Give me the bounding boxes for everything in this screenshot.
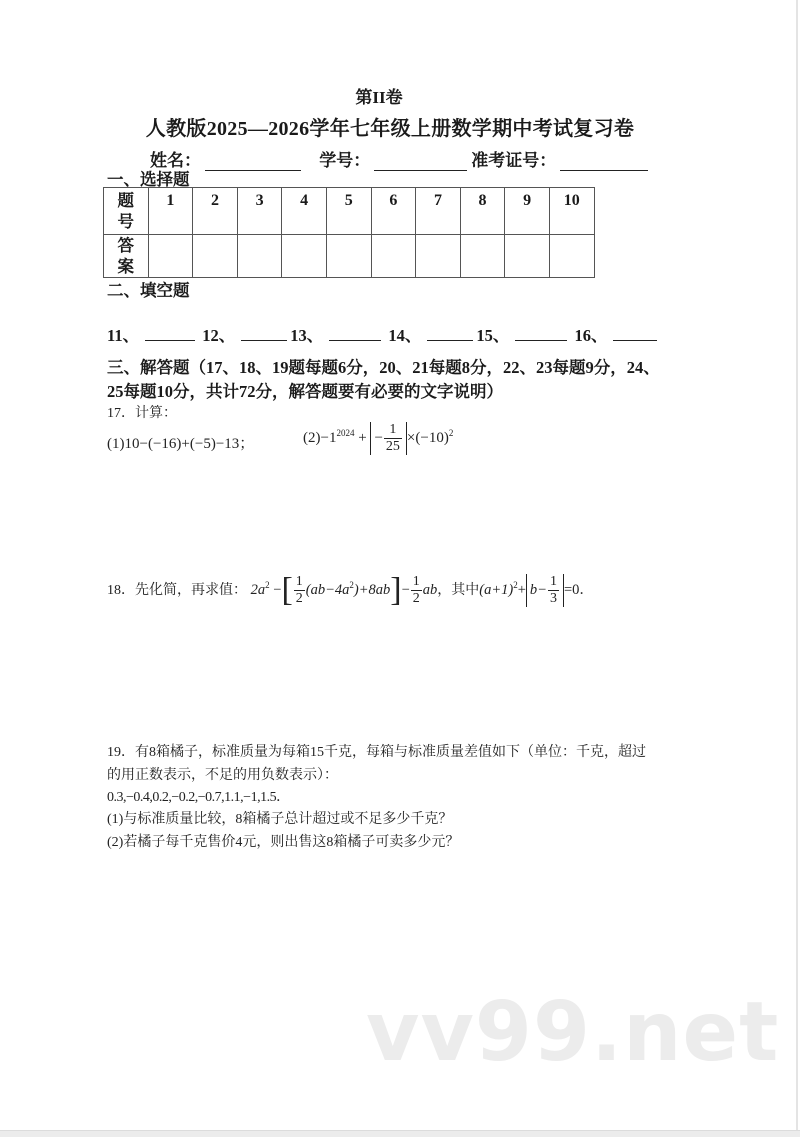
name-field[interactable] (205, 154, 301, 171)
answer-grid (103, 187, 595, 278)
answer-cell[interactable] (371, 235, 416, 278)
answer-cell[interactable] (148, 235, 193, 278)
q19-line1: 19．有8箱橘子，标准质量为每箱15千克，每箱与标准质量差值如下（单位：千克，超过 (107, 745, 646, 760)
fill-item-label: 15、 (476, 326, 510, 345)
fill-blank[interactable] (145, 326, 195, 341)
question-number-cell: 3 (237, 188, 282, 235)
question-number-cell: 5 (326, 188, 371, 235)
q19-line2: 的用正数表示，不足的用负数表示）： (107, 768, 338, 783)
question-number-cell: 8 (460, 188, 505, 235)
fill-blank[interactable] (241, 326, 287, 341)
exam-id-field[interactable] (560, 154, 648, 171)
exam-id-label: 准考证号： (471, 151, 557, 170)
section1-heading: 一、选择题 (107, 170, 190, 189)
fill-blank-row (107, 322, 660, 346)
page-edge-right (796, 0, 798, 1133)
question-number-cell: 7 (416, 188, 461, 235)
section3-heading-line1: 三、解答题（17、18、19题每题6分，20、21每题8分，22、23每题9分，24、 (107, 358, 660, 377)
answer-cell[interactable] (326, 235, 371, 278)
answer-cell[interactable] (460, 235, 505, 278)
volume-label: 第II卷 (355, 88, 403, 107)
answer-cell[interactable] (237, 235, 282, 278)
answer-cell[interactable] (282, 235, 327, 278)
fill-blank[interactable] (427, 326, 473, 341)
name-label: 姓名： (150, 151, 201, 170)
question-number-cell: 9 (505, 188, 550, 235)
page-title: 人教版2025—2026学年七年级上册数学期中考试复习卷 (145, 118, 635, 140)
student-no-field[interactable] (374, 154, 467, 171)
question-number-row (104, 188, 595, 235)
answer-cell[interactable] (505, 235, 550, 278)
q19-data-line: 0.3,−0.4,0.2,−0.2,−0.7,1.1,−1,1.5． (107, 790, 290, 805)
fill-blank[interactable] (515, 326, 567, 341)
fill-item-label: 14、 (388, 326, 422, 345)
q17-part2: $(2)-1^{2024}$ + − $\frac{1}{25}$ $\times(-10)^2$ (303, 422, 454, 454)
question-number-cell: 1 (148, 188, 193, 235)
answer-row (104, 235, 595, 278)
answer-cell[interactable] (193, 235, 238, 278)
row-header-answer: 答 案 (104, 235, 149, 278)
fill-item-label: 16、 (574, 326, 608, 345)
fill-blank[interactable] (613, 326, 657, 341)
q17-part1: (1)10−(−16)+(−5)−13； (107, 436, 255, 452)
section2-heading: 二、填空题 (107, 281, 190, 300)
answer-cell[interactable] (549, 235, 594, 278)
q19-part2: (2)若橘子每千克售价4元，则出售这8箱橘子可卖多少元？ (107, 835, 460, 850)
q18: 18．先化简，再求值： $2a^2$ −[ $\frac{1}{2}$ $(ab-4a^2)+8ab]-$ $\frac{1}{2}$ ab，其中$(a+1)^2+ b-$ $\frac{1}{3}$ =0． (107, 571, 594, 609)
page-edge-bottom (0, 1130, 800, 1137)
answer-cell[interactable] (416, 235, 461, 278)
fill-blank[interactable] (329, 326, 381, 341)
question-number-cell: 4 (282, 188, 327, 235)
student-no-label: 学号： (319, 151, 371, 170)
question-number-cell: 2 (193, 188, 238, 235)
section3-heading-line2: 25每题10分，共计72分，解答题要有必要的文字说明） (107, 382, 503, 401)
watermark: vv99.net (366, 985, 780, 1080)
q19-part1: (1)与标准质量比较，8箱橘子总计超过或不足多少千克？ (107, 812, 453, 827)
fill-item-label: 11、 (107, 326, 140, 345)
student-info-row (150, 146, 652, 171)
fill-item-label: 12、 (202, 326, 236, 345)
q17-label: 17．计算： (107, 406, 177, 421)
question-number-cell: 6 (371, 188, 416, 235)
question-number-cell: 10 (549, 188, 594, 235)
row-header-number: 题 号 (104, 188, 149, 235)
fill-item-label: 13、 (290, 326, 324, 345)
absolute-value: − $\frac{1}{25}$ (370, 422, 406, 455)
